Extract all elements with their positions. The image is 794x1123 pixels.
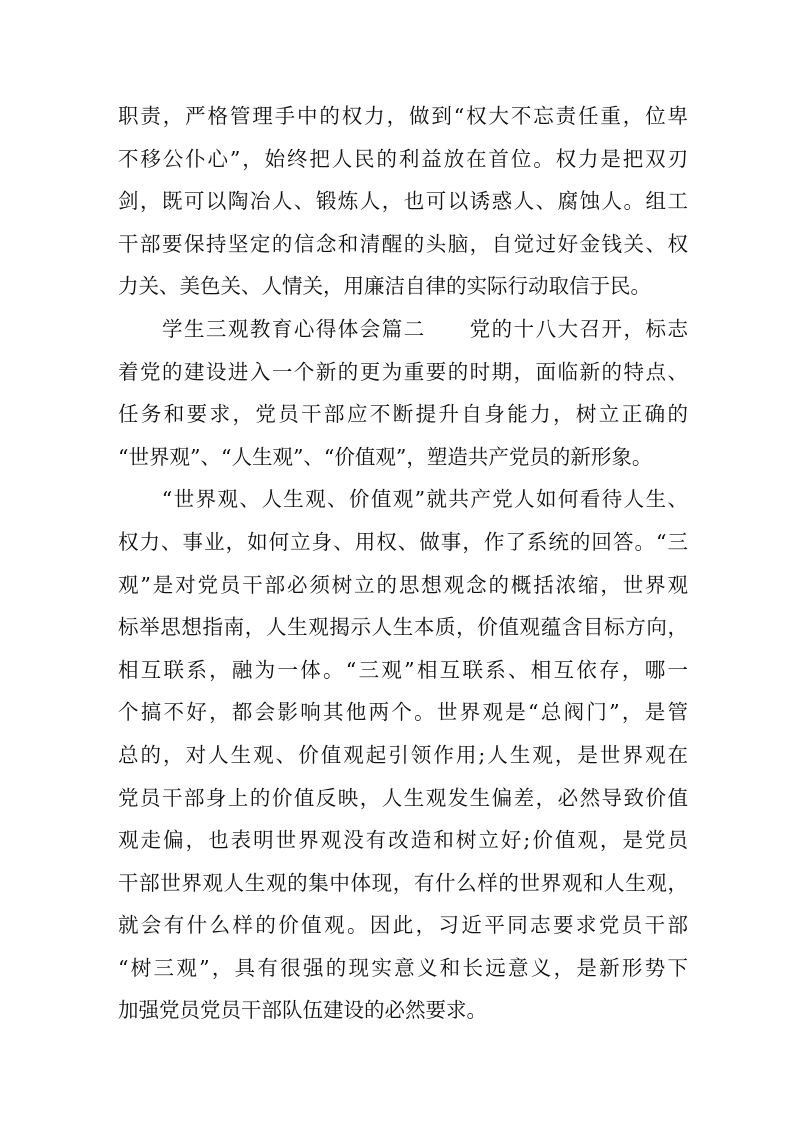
text-line: “树三观”，具有很强的现实意义和长远意义，是新形势下 <box>118 955 688 980</box>
text-line: 相互联系，融为一体。“三观”相互联系、相互依存，哪一 <box>118 657 688 682</box>
text-line: 权力、事业，如何立身、用权、做事，作了系统的回答。“三 <box>118 529 688 554</box>
text-line: 力关、美色关、人情关，用廉洁自律的实际行动取信于民。 <box>118 274 651 299</box>
text-line: 剑，既可以陶冶人、锻炼人，也可以诱惑人、腐蚀人。组工 <box>118 189 688 214</box>
text-line: 干部世界观人生观的集中体现，有什么样的世界观和人生观， <box>118 870 688 895</box>
text-line: “世界观”、“人生观”、“价值观”，塑造共产党员的新形象。 <box>118 444 653 469</box>
text-line: 不移公仆心”，始终把人民的利益放在首位。权力是把双刃 <box>118 146 688 171</box>
text-line: 观走偏，也表明世界观没有改造和树立好;价值观，是党员 <box>118 828 688 853</box>
text-line: 加强党员党员干部队伍建设的必然要求。 <box>118 998 487 1023</box>
text-line: 个搞不好，都会影响其他两个。世界观是“总阀门”，是管 <box>118 700 688 725</box>
text-line: 职责，严格管理手中的权力，做到“权大不忘责任重，位卑 <box>118 104 688 128</box>
text-line: 观”是对党员干部必须树立的思想观念的概括浓缩，世界观 <box>118 572 688 597</box>
text-line: 总的，对人生观、价值观起引领作用;人生观，是世界观在 <box>118 742 688 767</box>
text-line: 任务和要求，党员干部应不断提升自身能力，树立正确的 <box>118 402 688 427</box>
text-line: 干部要保持坚定的信念和清醒的头脑，自觉过好金钱关、权 <box>118 231 688 256</box>
text-line: “世界观、人生观、价值观”就共产党人如何看待人生、 <box>118 487 688 512</box>
text-line: 党员干部身上的价值反映，人生观发生偏差，必然导致价值 <box>118 785 688 810</box>
text-line: 就会有什么样的价值观。因此，习近平同志要求党员干部 <box>118 913 688 938</box>
body-text <box>118 95 688 1032</box>
text-line: 学生三观教育心得体会篇二 党的十八大召开，标志 <box>118 316 688 341</box>
text-line: 标举思想指南，人生观揭示人生本质，价值观蕴含目标方向， <box>118 615 688 640</box>
text-line: 着党的建设进入一个新的更为重要的时期，面临新的特点、 <box>118 359 688 384</box>
